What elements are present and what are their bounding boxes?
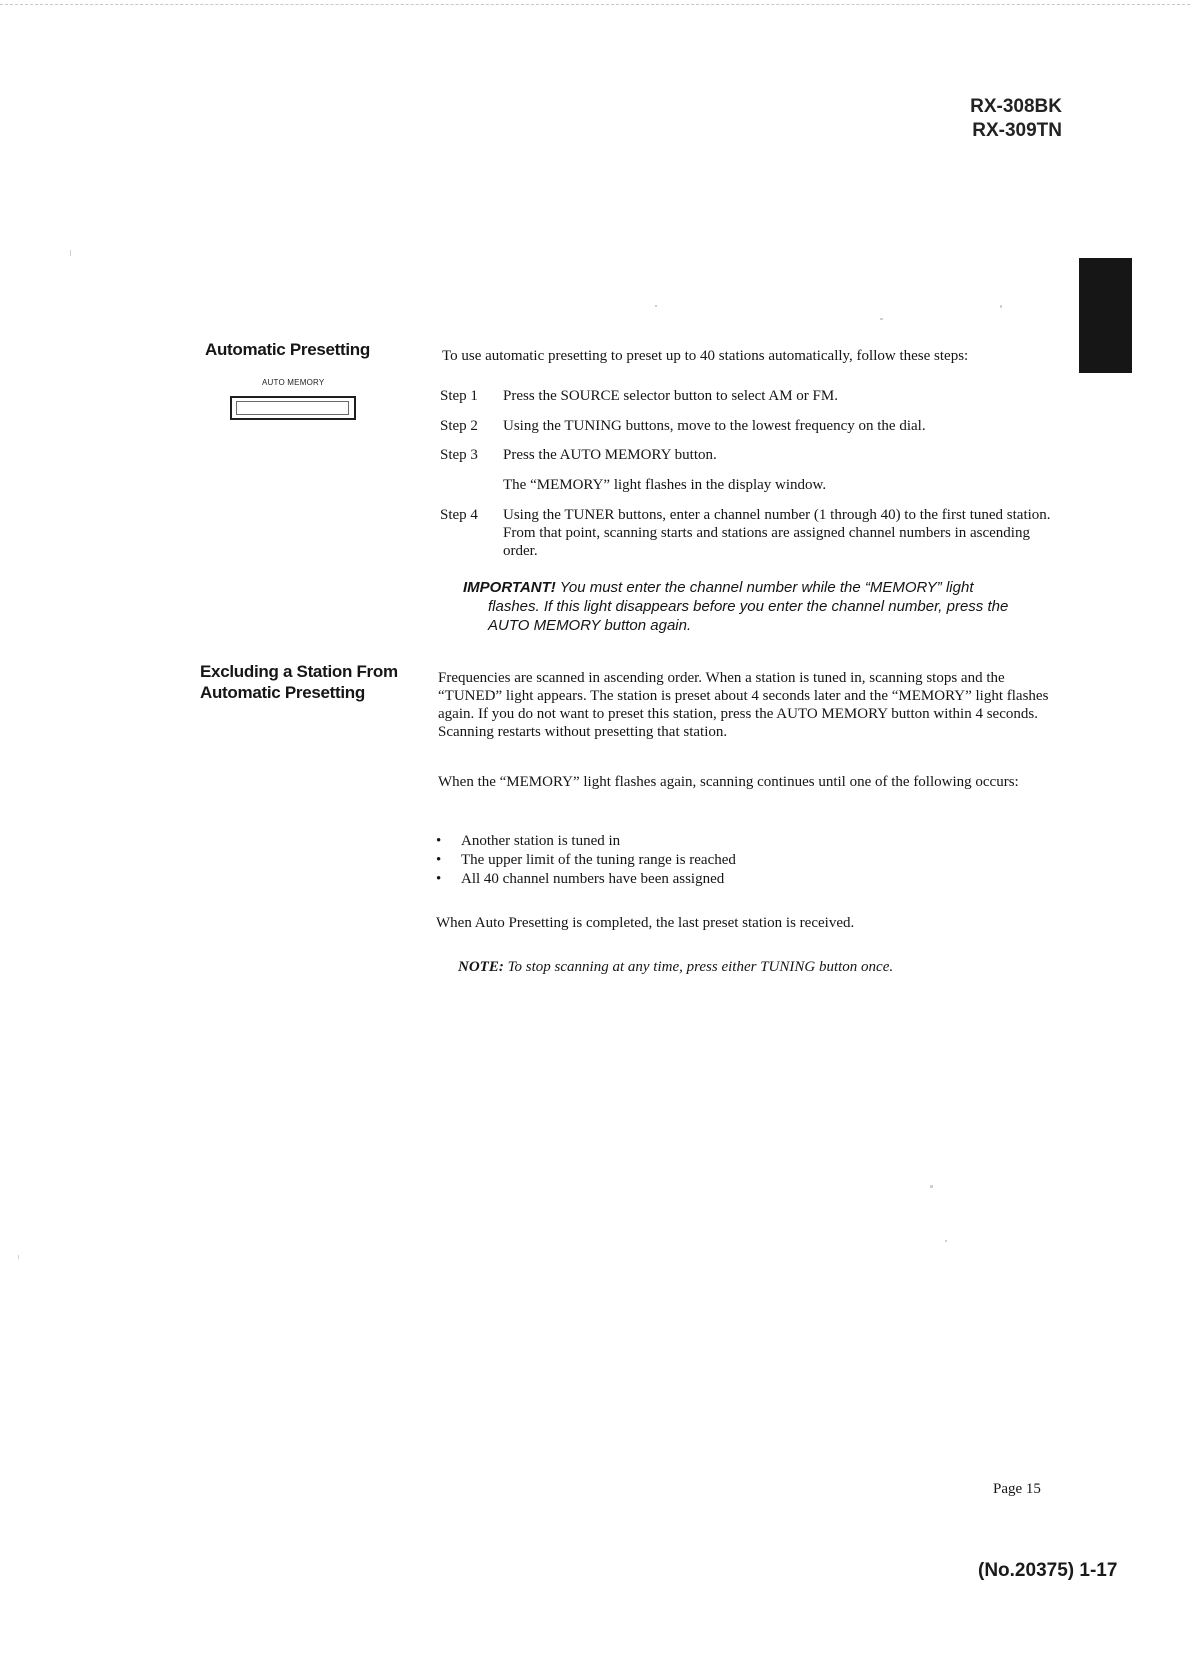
note-text: To stop scanning at any time, press either TUNING button once.	[507, 959, 894, 975]
step-text: Press the SOURCE selector button to select AM or FM.	[503, 388, 838, 404]
automatic-presetting-heading: Automatic Presetting	[205, 340, 370, 359]
note-label: NOTE:	[458, 959, 504, 975]
memory-flash-paragraph: When the “MEMORY” light flashes again, scanning continues until one of the following occurs:	[438, 774, 1019, 790]
important-line-1: You must enter the channel number while the “MEMORY” light	[559, 579, 974, 596]
document-number: (No.20375) 1-17	[978, 1560, 1118, 1581]
list-item: • All 40 channel numbers have been assigned	[436, 871, 725, 887]
scan-speck	[1000, 305, 1002, 308]
scan-speck	[70, 250, 71, 256]
scan-speck	[930, 1185, 933, 1188]
scanning-paragraph: Frequencies are scanned in ascending order. When a station is tuned in, scanning stops and the “TUNED” light appears. The station is preset about 4 seconds later and the “MEMORY” light flashes again. If you do not want to preset this station, press the AUTO MEMORY button within 4 seconds. Scanning restarts without presetting that station.	[438, 670, 1049, 740]
model-numbers	[970, 95, 1062, 143]
step-text: Using the TUNING buttons, move to the lowest frequency on the dial.	[503, 418, 926, 434]
important-line-3: AUTO MEMORY button again.	[488, 617, 692, 634]
scan-speck	[655, 305, 657, 307]
step-4	[440, 506, 1062, 560]
step-text: The “MEMORY” light flashes in the display window.	[503, 477, 827, 493]
step-3-result	[440, 476, 1060, 494]
step-2	[440, 417, 1060, 435]
completion-text: When Auto Presetting is completed, the last preset station is received.	[436, 915, 855, 931]
list-item: • The upper limit of the tuning range is reached	[436, 852, 736, 868]
scan-top-border	[0, 4, 1190, 5]
model-number-2: RX-309TN	[972, 120, 1062, 141]
list-item: • Another station is tuned in	[436, 833, 621, 849]
step-label: Step 4	[440, 507, 478, 523]
step-text: Using the TUNER buttons, enter a channel number (1 through 40) to the first tuned station. From that point, scanning starts and stations are assigned channel numbers in ascending order.	[503, 507, 1051, 559]
heading-line-2: Automatic Presetting	[200, 683, 365, 702]
auto-memory-button-illustration	[230, 396, 356, 420]
excluding-station-heading	[200, 661, 398, 703]
step-label: Step 3	[440, 447, 478, 463]
page-number: Page 15	[993, 1481, 1041, 1497]
step-text: Press the AUTO MEMORY button.	[503, 447, 717, 463]
important-label: IMPORTANT!	[463, 579, 556, 596]
scan-speck	[18, 1255, 19, 1259]
stop-conditions-list	[434, 832, 736, 889]
step-3	[440, 446, 1060, 464]
heading-line-1: Excluding a Station From	[200, 662, 398, 681]
step-label: Step 1	[440, 388, 478, 404]
note	[458, 958, 893, 976]
step-1	[440, 387, 1060, 405]
scan-speck	[945, 1240, 947, 1242]
important-notice	[463, 578, 1055, 635]
step-label: Step 2	[440, 418, 478, 434]
scan-speck	[880, 318, 883, 320]
auto-memory-button-label: AUTO MEMORY	[262, 378, 325, 387]
important-line-2: flashes. If this light disappears before you enter the channel number, press the	[488, 598, 1009, 615]
section-edge-tab	[1079, 258, 1132, 373]
presetting-intro: To use automatic presetting to preset up to 40 stations automatically, follow these steps:	[442, 348, 969, 364]
model-number-1: RX-308BK	[970, 96, 1062, 117]
